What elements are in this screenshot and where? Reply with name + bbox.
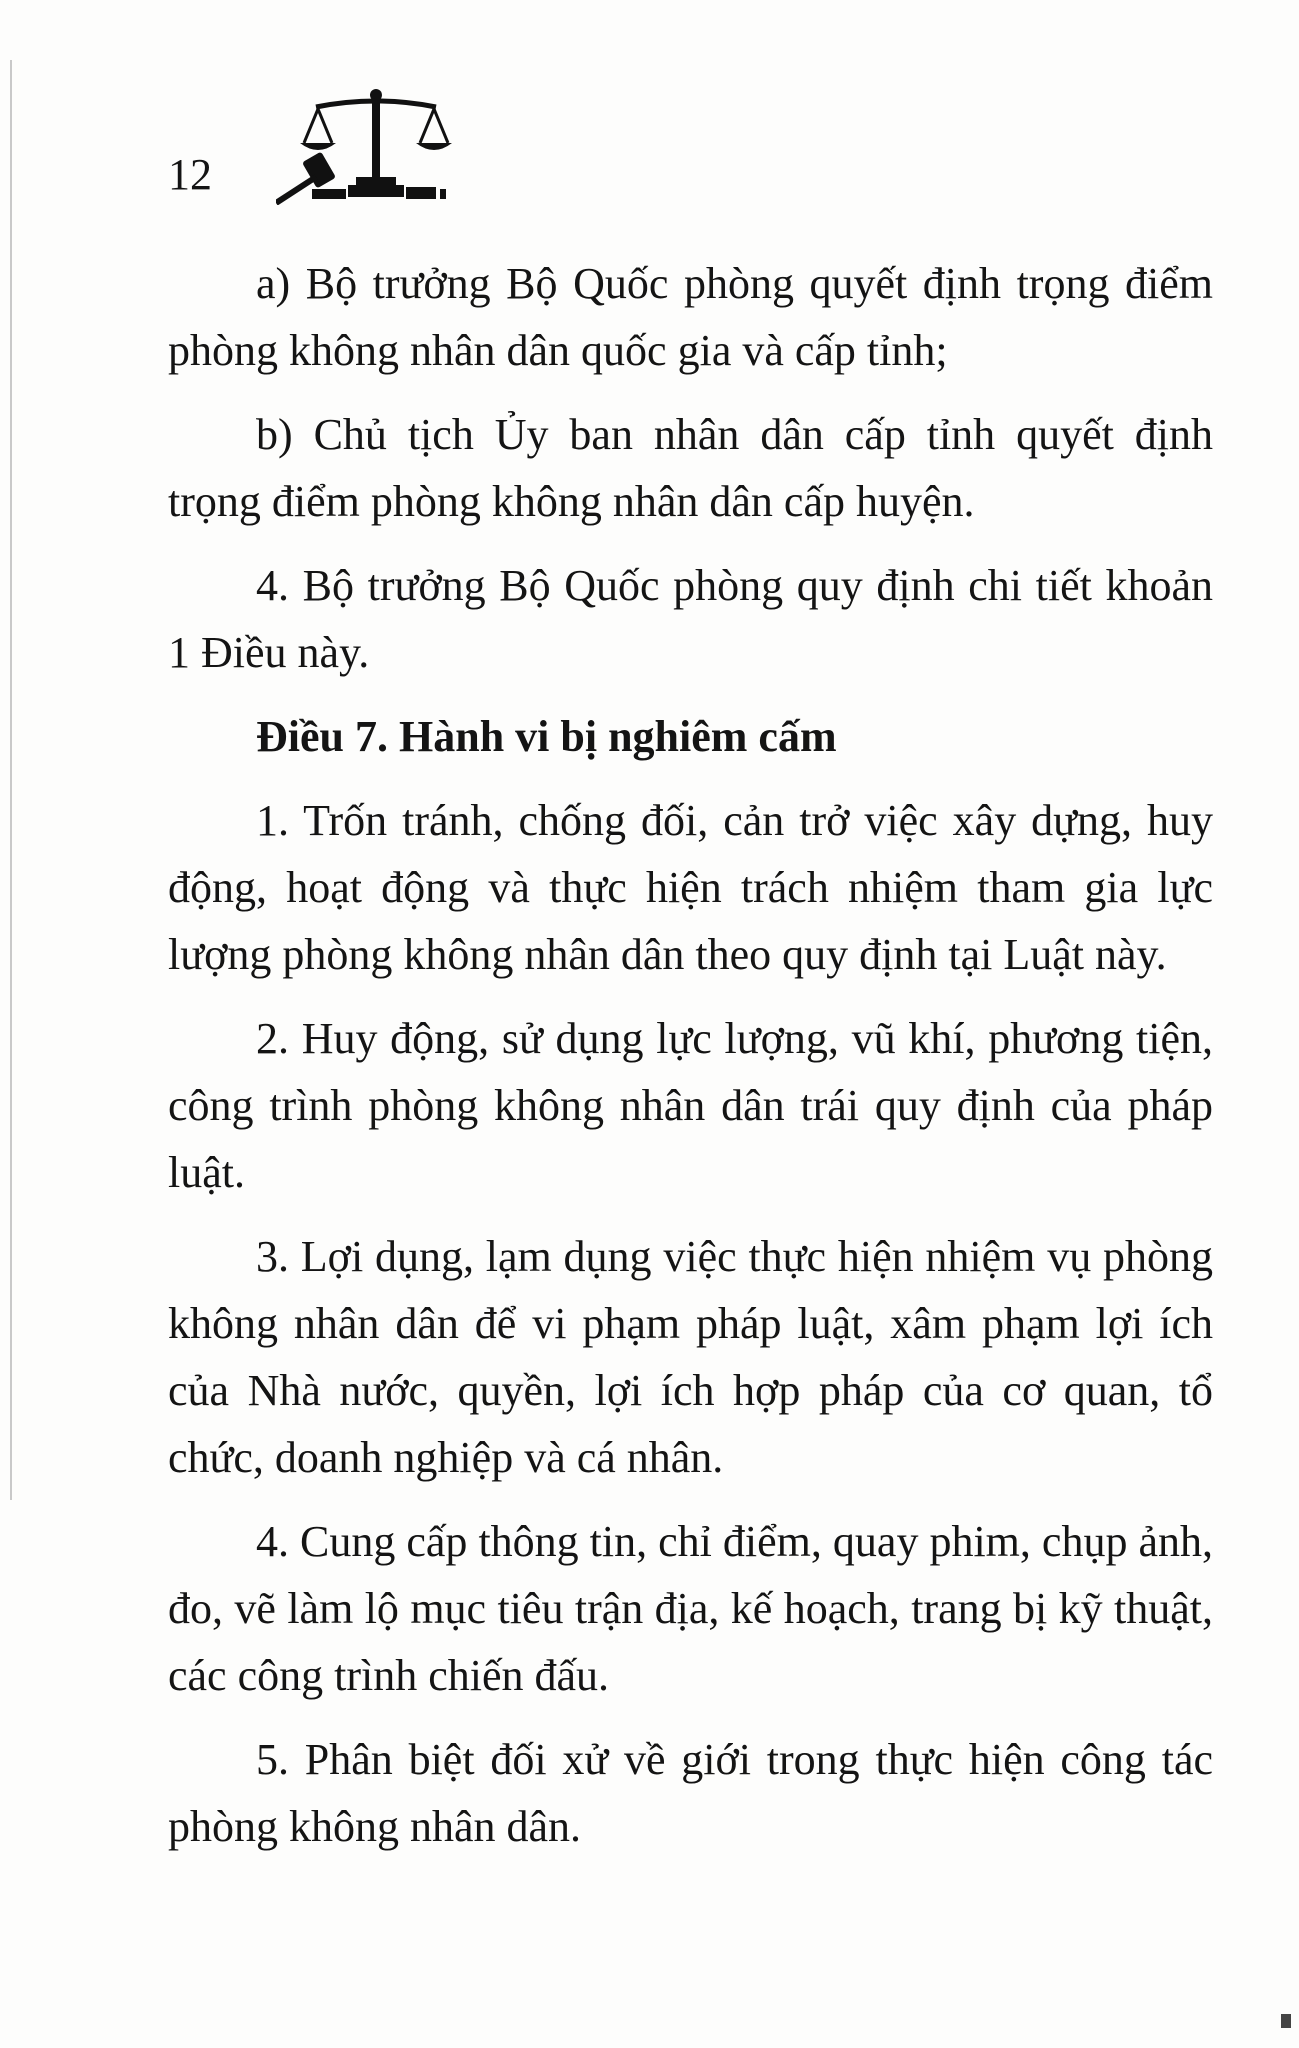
scan-corner-mark: [1281, 2014, 1291, 2028]
article-heading: Điều 7. Hành vi bị nghiêm cấm: [256, 712, 837, 761]
paragraph-b: b) Chủ tịch Ủy ban nhân dân cấp tỉnh quyết định trọng điểm phòng không nhân dân cấp huyện.: [168, 410, 1213, 526]
prohibited-item-4: 4. Cung cấp thông tin, chỉ điểm, quay phim, chụp ảnh, đo, vẽ làm lộ mục tiêu trận địa, kế hoạch, trang bị kỹ thuật, các công trình chiến đấu.: [168, 1517, 1213, 1700]
page-number: 12: [168, 150, 212, 199]
prohibited-item-1: 1. Trốn tránh, chống đối, cản trở việc xây dựng, huy động, hoạt động và thực hiện trách nhiệm tham gia lực lượng phòng không nhân dân theo quy định tại Luật này.: [168, 796, 1213, 979]
page-edge-line: [10, 60, 12, 1500]
prohibited-item-2: 2. Huy động, sử dụng lực lượng, vũ khí, phương tiện, công trình phòng không nhân dân trái quy định của pháp luật.: [168, 1014, 1213, 1197]
scales-of-justice-gavel-icon: [276, 85, 476, 205]
prohibited-item-3: 3. Lợi dụng, lạm dụng việc thực hiện nhiệm vụ phòng không nhân dân để vi phạm pháp luật, xâm phạm lợi ích của Nhà nước, quyền, lợi ích hợp pháp của cơ quan, tổ chức, doanh nghiệp và cá nhân.: [168, 1232, 1213, 1482]
prohibited-item-5: 5. Phân biệt đối xử về giới trong thực hiện công tác phòng không nhân dân.: [168, 1735, 1213, 1851]
paragraph-4: 4. Bộ trưởng Bộ Quốc phòng quy định chi tiết khoản 1 Điều này.: [168, 561, 1213, 677]
page-header: [168, 85, 528, 215]
paragraph-a: a) Bộ trưởng Bộ Quốc phòng quyết định trọng điểm phòng không nhân dân quốc gia và cấp tỉnh;: [168, 259, 1213, 375]
document-body: [168, 250, 1213, 1877]
